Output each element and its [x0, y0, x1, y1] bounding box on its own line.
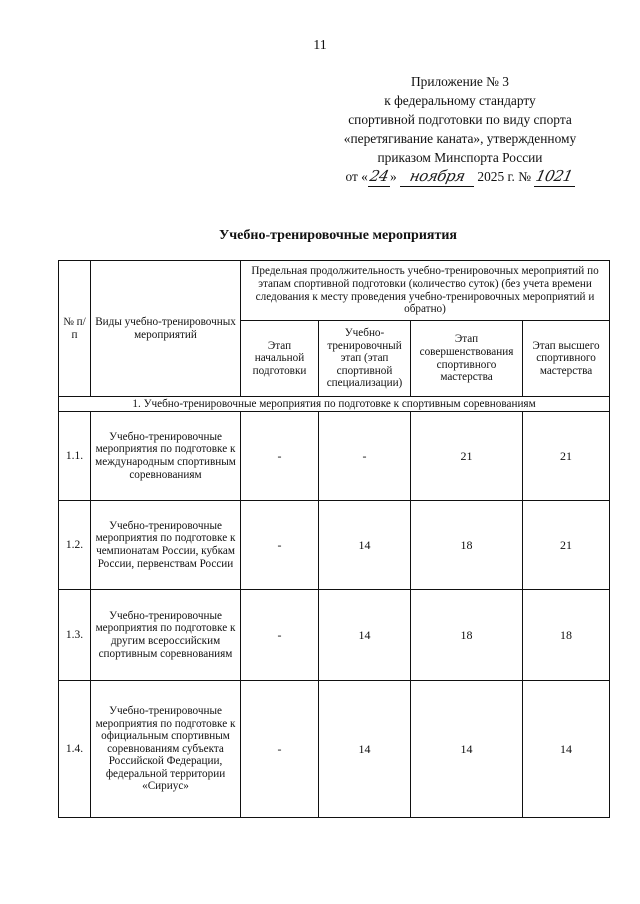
row-number: 1.1. [59, 412, 91, 501]
handwritten-month: ноября [407, 167, 467, 185]
header-stage-training: Учебно-тренировочный этап (этап спортивной специализации) [319, 321, 411, 397]
row-value-stage2: 14 [319, 590, 411, 681]
year-text: 2025 г. № [477, 169, 531, 184]
row-value-stage1: - [241, 501, 319, 590]
row-event-name: Учебно-тренировочные мероприятия по подготовке к официальным спортивным соревнованиям субъекта Российской Федерации, федеральной территории «Сириус» [91, 681, 241, 818]
header-stage-improvement: Этап совершенствования спортивного мастерства [411, 321, 523, 397]
row-number: 1.3. [59, 590, 91, 681]
row-value-stage1: - [241, 412, 319, 501]
row-value-stage3: 21 [411, 412, 523, 501]
row-number: 1.4. [59, 681, 91, 818]
header-event-kind: Виды учебно-тренировочных мероприятий [91, 261, 241, 397]
row-value-stage1: - [241, 590, 319, 681]
table-row [59, 412, 610, 501]
row-value-stage4: 14 [523, 681, 610, 818]
handwritten-number: 1021 [534, 167, 575, 185]
row-value-stage2: - [319, 412, 411, 501]
table-row [59, 590, 610, 681]
row-value-stage3: 18 [411, 590, 523, 681]
training-events-table [58, 260, 610, 818]
date-mid: » [389, 169, 397, 184]
section-heading: 1. Учебно-тренировочные мероприятия по подготовке к спортивным соревнованиям [59, 397, 610, 412]
row-value-stage4: 18 [523, 590, 610, 681]
row-event-name: Учебно-тренировочные мероприятия по подготовке к чемпионатам России, кубкам России, первенствам России [91, 501, 241, 590]
appendix-line-2: к федеральному стандарту [384, 93, 536, 108]
header-number: № п/п [59, 261, 91, 397]
row-value-stage2: 14 [319, 681, 411, 818]
appendix-line-1: Приложение № 3 [410, 74, 510, 89]
appendix-line-5: приказом Минспорта России [377, 150, 543, 165]
row-value-stage4: 21 [523, 412, 610, 501]
row-value-stage2: 14 [319, 501, 411, 590]
row-value-stage1: - [241, 681, 319, 818]
header-stage-higher: Этап высшего спортивного мастерства [523, 321, 610, 397]
row-value-stage4: 21 [523, 501, 610, 590]
page-number: 11 [313, 38, 327, 53]
row-event-name: Учебно-тренировочные мероприятия по подготовке к другим всероссийским спортивным соревнованиям [91, 590, 241, 681]
header-stage-initial: Этап начальной подготовки [241, 321, 319, 397]
document-title: Учебно-тренировочные мероприятия [219, 228, 457, 243]
appendix-header [300, 72, 620, 187]
row-value-stage3: 18 [411, 501, 523, 590]
date-prefix: от « [345, 169, 368, 184]
row-value-stage3: 14 [411, 681, 523, 818]
header-duration-group: Предельная продолжительность учебно-тренировочных мероприятий по этапам спортивной подготовки (количество суток) (без учета времени следования к месту проведения учебно-тренировочных мероприятий и обратно) [241, 261, 610, 321]
order-date-line [300, 167, 620, 187]
appendix-line-3: спортивной подготовки по виду спорта [348, 112, 572, 127]
row-number: 1.2. [59, 501, 91, 590]
table-row [59, 501, 610, 590]
row-event-name: Учебно-тренировочные мероприятия по подготовке к международным спортивным соревнованиям [91, 412, 241, 501]
handwritten-day: 24 [368, 167, 390, 185]
table-row [59, 681, 610, 818]
appendix-line-4: «перетягивание каната», утвержденному [343, 131, 577, 146]
